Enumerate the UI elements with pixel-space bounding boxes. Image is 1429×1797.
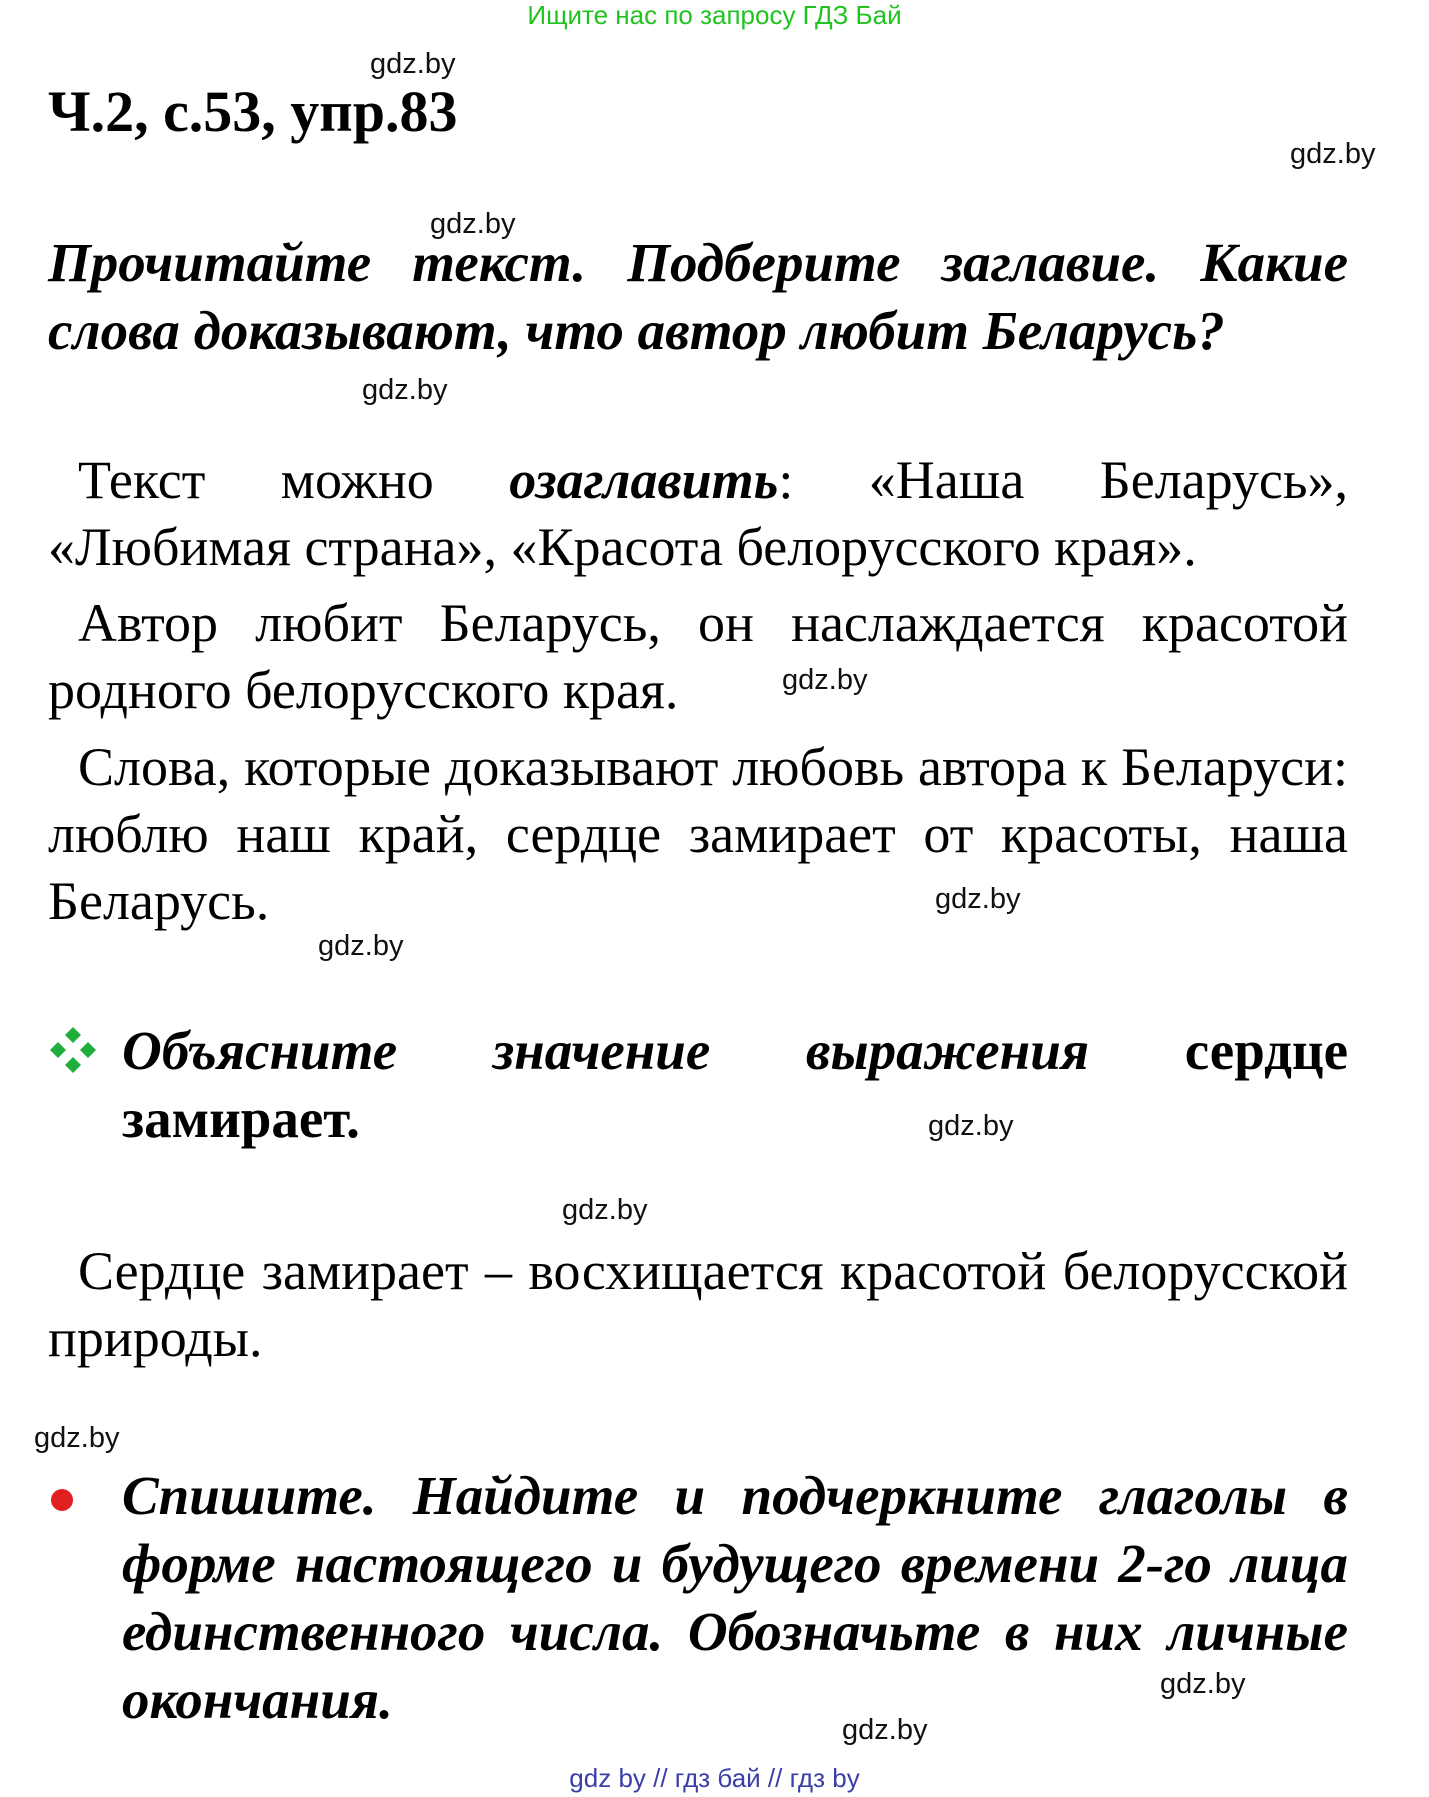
answer-1-paragraph-1 [48,447,1348,581]
answer-1-paragraph-3: Слова, которые доказывают любовь автора к Беларуси: люблю наш край, сердце замирает от красоты, наша Беларусь. [48,737,1348,931]
watermark: gdz.by [370,48,456,80]
answer-1-p1-start: Текст можно [78,450,510,510]
answer-1-p1-end: : «Наша Беларусь», «Любимая страна», «Красота белорусского края». [48,450,1349,577]
red-bullet-icon [51,1489,73,1511]
task-1-prompt: Прочитайте текст. Подберите заглавие. Какие слова доказывают, что автор любит Беларусь? [48,232,1348,361]
watermark: gdz.by [935,883,1021,915]
watermark: gdz.by [1160,1668,1246,1700]
watermark: gdz.by [318,930,404,962]
task-2-italic: Объясните значение выражения [122,1020,1185,1081]
exercise-title: Ч.2, с.53, упр.83 [48,79,458,144]
watermark: gdz.by [782,664,868,696]
watermark: gdz.by [928,1110,1014,1142]
answer-1-p1-emphasis: озаглавить [509,450,779,510]
task-3-prompt: Спишите. Найдите и подчеркните глаголы в форме настоящего и будущего времени 2-го лица единственного числа. Обозначьте в них личные окончания. [122,1465,1348,1730]
task-2-bold-phrase: сердце замирает. [122,1020,1348,1149]
watermark: gdz.by [430,208,516,240]
task-2-prompt [122,1017,1348,1153]
top-banner: Ищите нас по запросу ГДЗ Бай [527,0,902,30]
watermark: gdz.by [34,1422,120,1454]
watermark: gdz.by [562,1194,648,1226]
watermark: gdz.by [842,1714,928,1746]
diamond-cluster-icon [48,1025,98,1075]
watermark: gdz.by [362,374,448,406]
answer-2: Сердце замирает – восхищается красотой белорусской природы. [48,1241,1348,1368]
answer-1-paragraph-2: Автор любит Беларусь, он наслаждается красотой родного белорусского края. [48,593,1348,720]
watermark: gdz.by [1290,138,1376,170]
footer-links: gdz by // гдз бай // гдз by [569,1763,860,1793]
